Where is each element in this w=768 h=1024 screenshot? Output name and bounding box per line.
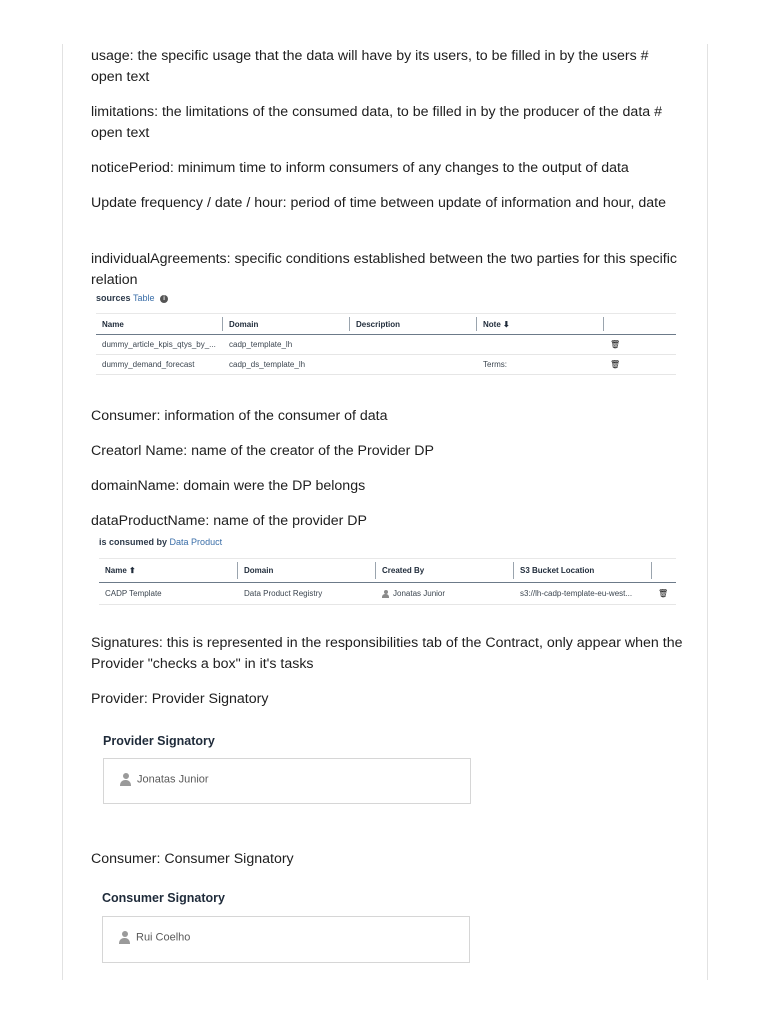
table-header-row [96, 314, 676, 335]
paragraph-usage: usage: the specific usage that the data will have by its users, to be filled in by the users # open text [91, 48, 649, 85]
column-header-actions [652, 559, 676, 583]
provider-signatory-heading: Provider Signatory [103, 734, 215, 748]
cell-domain: cadp_template_lh [223, 335, 350, 355]
sources-table [96, 313, 676, 375]
consumed-by-title-suffix: Data Product [169, 537, 223, 547]
table-row[interactable] [99, 583, 676, 605]
info-icon[interactable]: i [160, 295, 168, 303]
sources-title-text: sources [96, 293, 131, 303]
column-header-created-by[interactable]: Created By [376, 559, 514, 583]
cell-description [350, 355, 477, 375]
sources-table-title [96, 293, 168, 303]
paragraph-update-frequency: Update frequency / date / hour: period of time between update of information and hour, date [91, 195, 666, 211]
paragraph-creator-name: Creatorl Name: name of the creator of the Provider DP [91, 443, 435, 459]
paragraph-domain-name: domainName: domain were the DP belongs [91, 478, 366, 494]
consumed-by-table [99, 558, 676, 605]
cell-name: CADP Template [99, 583, 238, 605]
paragraph-limitations: limitations: the limitations of the consumed data, to be filled in by the producer of the data # open text [91, 104, 662, 141]
column-header-note[interactable]: Note ⬇ [477, 314, 604, 335]
table-row[interactable] [96, 335, 676, 355]
paragraph-consumer: Consumer: information of the consumer of data [91, 408, 388, 424]
provider-signatory-box[interactable] [103, 758, 471, 804]
cell-note: Terms: [477, 355, 604, 375]
cell-name: dummy_demand_forecast [96, 355, 223, 375]
user-icon [120, 773, 131, 786]
column-header-name[interactable]: Name [96, 314, 223, 335]
cell-note [477, 335, 604, 355]
cell-created-by: Jonatas Junior [376, 583, 514, 605]
user-icon [382, 590, 389, 598]
paragraph-data-product-name: dataProductName: name of the provider DP [91, 513, 368, 529]
sources-title-suffix: Table [133, 293, 155, 303]
consumed-by-title-text: is consumed by [99, 537, 168, 547]
paragraph-individual-agreements: individualAgreements: specific conditions established between the two parties for this specific relation [91, 251, 677, 288]
trash-icon[interactable]: 🗑 [604, 335, 676, 355]
paragraph-provider: Provider: Provider Signatory [91, 691, 269, 707]
cell-domain: cadp_ds_template_lh [223, 355, 350, 375]
trash-icon[interactable]: 🗑 [652, 583, 676, 605]
cell-name: dummy_article_kpis_qtys_by_... [96, 335, 223, 355]
cell-domain: Data Product Registry [238, 583, 376, 605]
paragraph-consumer-signatory: Consumer: Consumer Signatory [91, 851, 294, 867]
cell-description [350, 335, 477, 355]
column-header-name[interactable]: Name ⬆ [99, 559, 238, 583]
column-header-description[interactable]: Description [350, 314, 477, 335]
paragraph-signatures: Signatures: this is represented in the responsibilities tab of the Contract, only appear when the Provider "checks a box" in it's tasks [91, 635, 683, 672]
column-header-domain[interactable]: Domain [238, 559, 376, 583]
user-icon [119, 931, 130, 944]
cell-s3-bucket: s3://lh-cadp-template-eu-west... [514, 583, 652, 605]
consumer-signatory-heading: Consumer Signatory [102, 891, 225, 905]
consumer-signatory-person: Rui Coelho [119, 931, 190, 944]
table-header-row [99, 559, 676, 583]
provider-signatory-person: Jonatas Junior [120, 773, 209, 786]
column-header-domain[interactable]: Domain [223, 314, 350, 335]
trash-icon[interactable]: 🗑 [604, 355, 676, 375]
paragraph-notice-period: noticePeriod: minimum time to inform consumers of any changes to the output of data [91, 160, 629, 176]
table-row[interactable] [96, 355, 676, 375]
column-header-actions [604, 314, 676, 335]
column-header-s3-bucket[interactable]: S3 Bucket Location [514, 559, 652, 583]
consumer-signatory-box[interactable] [102, 916, 470, 963]
consumed-by-title [99, 537, 222, 547]
